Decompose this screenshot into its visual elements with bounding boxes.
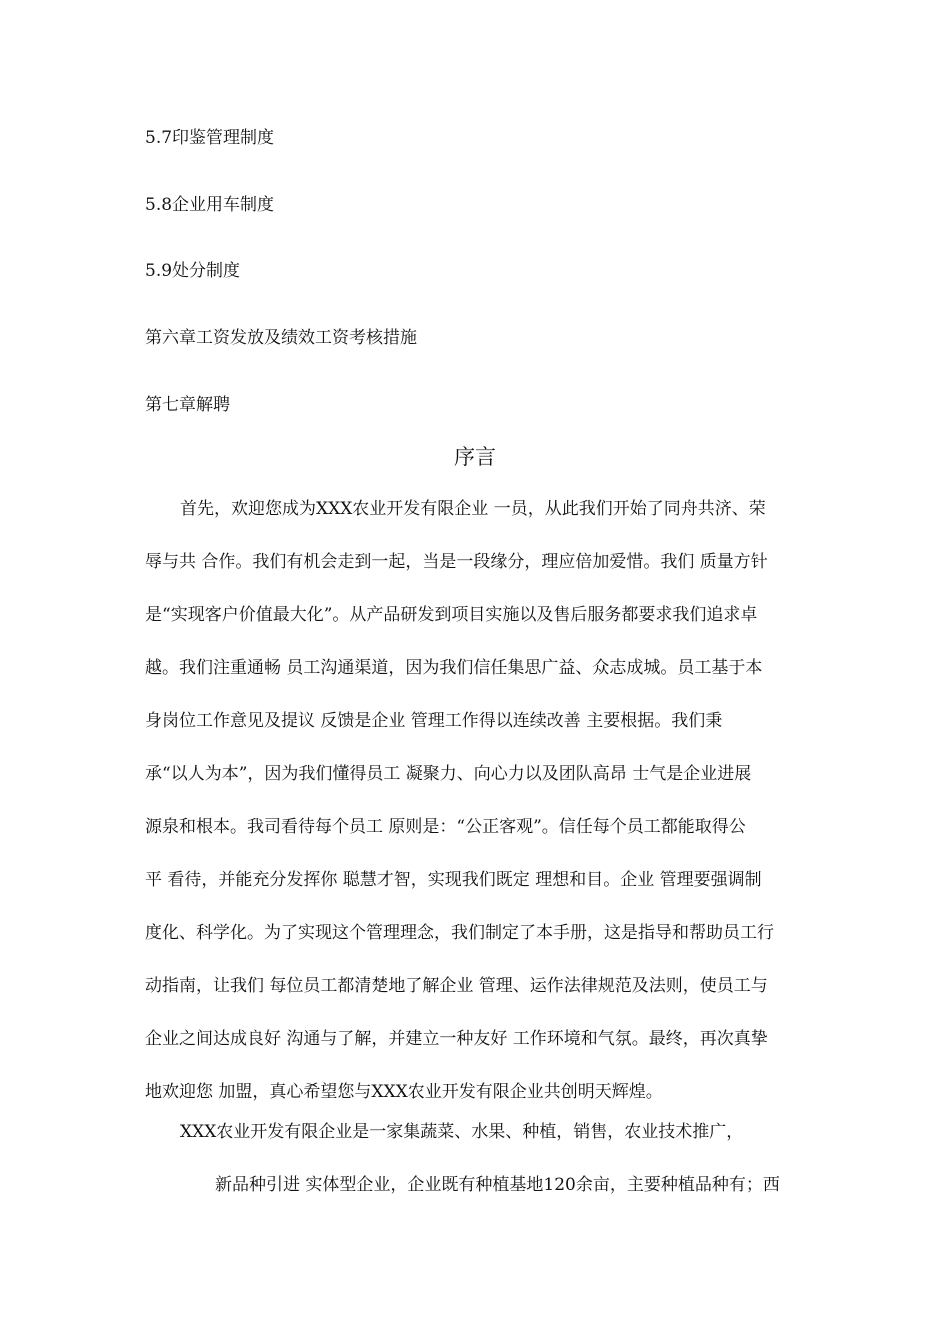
preface-line: 首先，欢迎您成为XXX农业开发有限企业 一员，从此我们开始了同舟共济、荣 [180, 499, 766, 519]
toc-item-5-8: 5.8企业用车制度 [145, 195, 275, 215]
toc-item-chapter-6: 第六章工资发放及绩效工资考核措施 [145, 328, 417, 348]
preface-line: 身岗位工作意见及提议 反馈是企业 管理工作得以连续改善 主要根据。我们秉 [145, 711, 723, 731]
preface-line: 企业之间达成良好 沟通与了解，并建立一种友好 工作环境和气氛。最终，再次真挚 [145, 1029, 768, 1049]
preface-line: 地欢迎您 加盟，真心希望您与XXX农业开发有限企业共创明天辉煌。 [145, 1082, 663, 1102]
preface-line: 是“实现客户价值最大化”。从产品研发到项目实施以及售后服务都要求我们追求卓 [145, 605, 758, 625]
preface-line: 辱与共 合作。我们有机会走到一起，当是一段缘分，理应倍加爱惜。我们 质量方针 [145, 552, 768, 572]
preface-line: 源泉和根本。我司看待每个员工 原则是：“公正客观”。信任每个员工都能取得公 [145, 817, 746, 837]
toc-item-chapter-7: 第七章解聘 [145, 395, 230, 415]
preface-title: 序言 [454, 445, 496, 469]
preface-line: 动指南，让我们 每位员工都清楚地了解企业 管理、运作法律规范及法则，使员工与 [145, 976, 768, 996]
preface-line: 越。我们注重通畅 员工沟通渠道，因为我们信任集思广益、众志成城。员工基于本 [145, 658, 763, 678]
preface-line: 承“以人为本”，因为我们懂得员工 凝聚力、向心力以及团队高昂 士气是企业进展 [145, 764, 752, 784]
company-intro-line: XXX农业开发有限企业是一家集蔬菜、水果、种植，销售，农业技术推广， [180, 1122, 744, 1142]
preface-line: 度化、科学化。为了实现这个管理理念，我们制定了本手册，这是指导和帮助员工行 [145, 923, 774, 943]
toc-item-5-9: 5.9处分制度 [145, 261, 241, 281]
toc-item-5-7: 5.7印鉴管理制度 [145, 128, 275, 148]
company-intro-line: 新品种引进 实体型企业，企业既有种植基地120余亩，主要种植品种有；西 [215, 1175, 780, 1195]
preface-line: 平 看待，并能充分发挥你 聪慧才智，实现我们既定 理想和目。企业 管理要强调制 [145, 870, 762, 890]
